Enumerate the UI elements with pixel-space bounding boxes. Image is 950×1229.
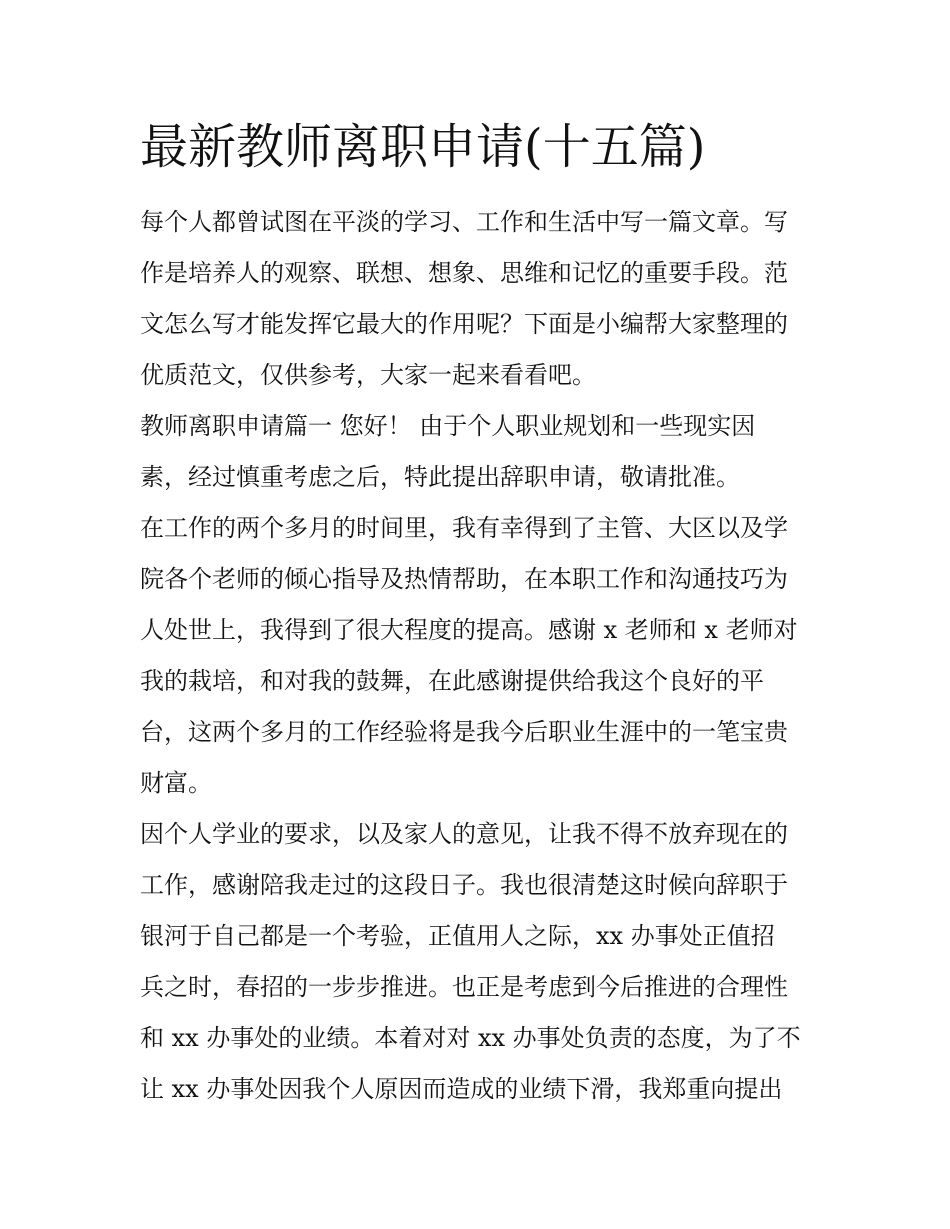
body-line: 文怎么写才能发挥它最大的作用呢？下面是小编帮大家整理的 xyxy=(140,310,788,338)
body-line: 让 xx 办事处因我个人原因而造成的业绩下滑，我郑重向提出 xyxy=(140,1075,783,1103)
document-title: 最新教师离职申请(十五篇) xyxy=(140,119,706,175)
body-line: 我的栽培，和对我的鼓舞，在此感谢提供给我这个良好的平 xyxy=(140,667,764,695)
body-line: 优质范文，仅供参考，大家一起来看看吧。 xyxy=(140,361,596,389)
body-line: 兵之时，春招的一步步推进。也正是考虑到今后推进的合理性 xyxy=(140,973,788,1001)
body-line: 银河于自己都是一个考验，正值用人之际，xx 办事处正值招 xyxy=(140,922,775,950)
body-line: 教师离职申请篇一 您好！ 由于个人职业规划和一些现实因 xyxy=(140,412,756,440)
body-line: 和 xx 办事处的业绩。本着对对 xx 办事处负责的态度，为了不 xyxy=(140,1024,801,1052)
body-line: 台，这两个多月的工作经验将是我今后职业生涯中的一笔宝贵 xyxy=(140,718,788,746)
body-line: 每个人都曾试图在平淡的学习、工作和生活中写一篇文章。写 xyxy=(140,208,788,236)
body-line: 作是培养人的观察、联想、想象、思维和记忆的重要手段。范 xyxy=(140,259,788,287)
body-line: 院各个老师的倾心指导及热情帮助，在本职工作和沟通技巧为 xyxy=(140,565,788,593)
body-line: 财富。 xyxy=(140,769,212,797)
body-line: 因个人学业的要求，以及家人的意见，让我不得不放弃现在的 xyxy=(140,820,788,848)
body-line: 人处世上，我得到了很大程度的提高。感谢 x 老师和 x 老师对 xyxy=(140,616,798,644)
body-line: 工作，感谢陪我走过的这段日子。我也很清楚这时候向辞职于 xyxy=(140,871,788,899)
body-line: 素，经过慎重考虑之后，特此提出辞职申请，敬请批准。 xyxy=(140,463,740,491)
body-line: 在工作的两个多月的时间里，我有幸得到了主管、大区以及学 xyxy=(140,514,788,542)
